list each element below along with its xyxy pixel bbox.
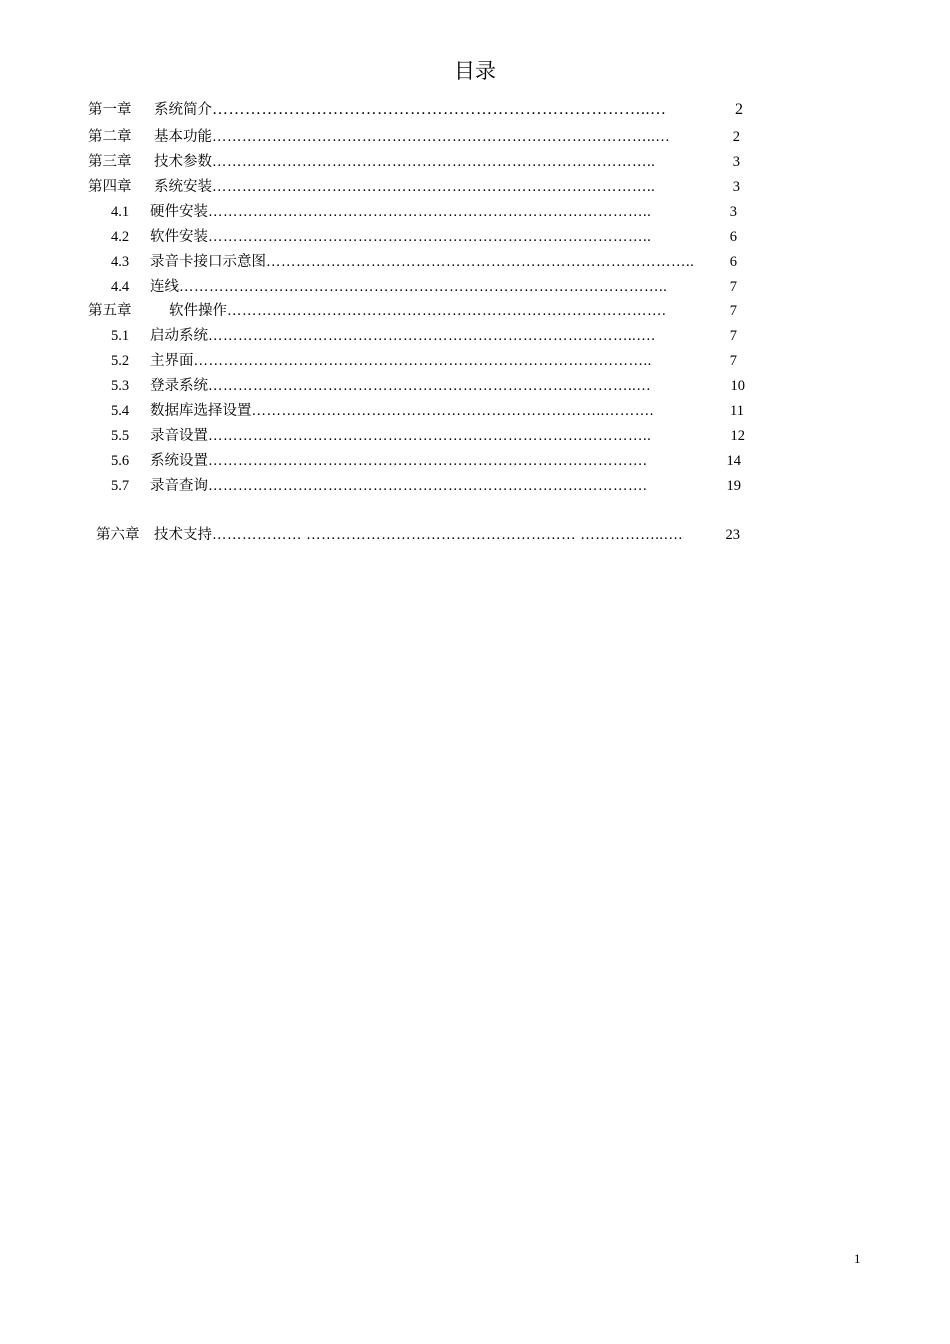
toc-entry-leader: ……………………………………………………………………………..… [212, 129, 671, 145]
toc-entry-title: 软件安装 [150, 229, 208, 245]
toc-entry-title: 录音查询 [150, 478, 208, 494]
toc-entry-leader: …………………………………………………………………………….. [208, 204, 652, 220]
toc-entry-number: 4.3 [111, 254, 130, 270]
page-title: 目录 [454, 59, 496, 83]
toc-entry-leader: …………………………………………………………………………..… [208, 378, 652, 394]
toc-entry-leader: ……………………………………………………………..………. [251, 403, 654, 419]
toc-entry-leader: …………………………………………………………………………..…. [208, 328, 656, 344]
toc-entry-title: 主界面 [150, 353, 194, 369]
toc-entry-leader: ……………………………………………………………………………. [208, 453, 648, 469]
toc-entry-number: 第二章 [88, 129, 132, 145]
toc-entry [96, 525, 740, 545]
toc-entry-page: 7 [729, 303, 737, 319]
toc-entry-page: 23 [725, 527, 740, 543]
toc-entry-title: 录音设置 [150, 428, 208, 444]
toc-entry-title: 基本功能 [154, 129, 212, 145]
toc-entry-title: 系统设置 [150, 453, 208, 469]
toc-entry [111, 277, 737, 297]
toc-entry-title: 系统简介 [154, 102, 212, 118]
toc-entry-title: 系统安装 [154, 179, 212, 195]
toc-entry [111, 252, 737, 272]
toc-entry-title: 技术支持 [154, 527, 212, 543]
toc-entry-number: 第三章 [88, 154, 132, 170]
toc-entry-title: 软件操作 [169, 303, 227, 319]
toc-entry-title: 登录系统 [150, 378, 208, 394]
toc-entry [88, 152, 740, 172]
toc-entry-page: 2 [735, 101, 743, 118]
toc-entry [111, 476, 741, 496]
toc-entry-leader: …………………………………………………………………………………….. [179, 279, 668, 295]
toc-entry [88, 127, 740, 147]
toc-entry-page: 10 [730, 378, 745, 394]
toc-entry [88, 177, 740, 197]
toc-entry-title: 技术参数 [154, 154, 212, 170]
toc-entry-page: 7 [729, 353, 737, 369]
toc-entry-page: 3 [732, 179, 740, 195]
toc-entry-page: 3 [729, 204, 737, 220]
toc-entry-number: 5.1 [111, 328, 130, 344]
toc-entry-page: 3 [732, 154, 740, 170]
toc-entry-number: 5.5 [111, 428, 130, 444]
toc-entry [111, 202, 737, 222]
toc-entry-title: 启动系统 [150, 328, 208, 344]
toc-entry-page: 7 [729, 279, 737, 295]
toc-entry-leader: …………………………………………………………………………….. [208, 428, 652, 444]
toc-entry-title: 连线 [150, 279, 179, 295]
toc-entry-page: 14 [726, 453, 741, 469]
toc-entry [111, 351, 737, 371]
toc-entry-number: 第六章 [96, 527, 140, 543]
toc-entry [111, 401, 744, 421]
toc-entry-leader: ……………………………………………………………………………. [227, 303, 667, 319]
toc-entry-number: 第四章 [88, 179, 132, 195]
toc-entry [111, 326, 737, 346]
toc-entry-leader: …………………………………………………………………………….. [208, 229, 652, 245]
toc-entry-number: 5.7 [111, 478, 130, 494]
toc-entry-leader: ………………………………………………………………………….. [266, 254, 695, 270]
toc-entry-leader: ……………………………………………………………………………….. [193, 353, 652, 369]
toc-entry-title: 硬件安装 [150, 204, 208, 220]
toc-entry-title: 数据库选择设置 [150, 403, 252, 419]
toc-entry-number: 4.1 [111, 204, 130, 220]
toc-entry [111, 426, 745, 446]
toc-entry-page: 6 [729, 254, 737, 270]
toc-entry-leader: ……………………………………………………………………………. [208, 478, 648, 494]
toc-entry-page: 6 [729, 229, 737, 245]
toc-entry-page: 7 [729, 328, 737, 344]
toc-entry [88, 100, 743, 120]
toc-entry [111, 376, 745, 396]
toc-entry-number: 第一章 [88, 102, 132, 118]
toc-entry-leader: ……………………………………………………………………..… [212, 101, 667, 118]
toc-entry-leader: …………………………………………………………………………….. [212, 179, 656, 195]
toc-entry-number: 4.2 [111, 229, 130, 245]
toc-entry-leader: …………………………………………………………………………….. [212, 154, 656, 170]
toc-entry-leader: ……………… ……………………………………………… ……………..…. [212, 527, 683, 543]
toc-entry [111, 451, 741, 471]
toc-entry-number: 4.4 [111, 279, 130, 295]
toc-entry-number: 5.3 [111, 378, 130, 394]
toc-entry-title: 录音卡接口示意图 [150, 254, 266, 270]
page-number: 1 [854, 1251, 861, 1266]
toc-entry [111, 227, 737, 247]
toc-entry [88, 301, 737, 321]
toc-entry-page: 19 [726, 478, 741, 494]
toc-entry-number: 第五章 [88, 303, 132, 319]
toc-entry-number: 5.6 [111, 453, 130, 469]
toc-entry-number: 5.4 [111, 403, 130, 419]
toc-entry-page: 12 [730, 428, 745, 444]
toc-entry-page: 2 [732, 129, 740, 145]
toc-entry-page: 11 [730, 403, 744, 419]
toc-entry-number: 5.2 [111, 353, 130, 369]
